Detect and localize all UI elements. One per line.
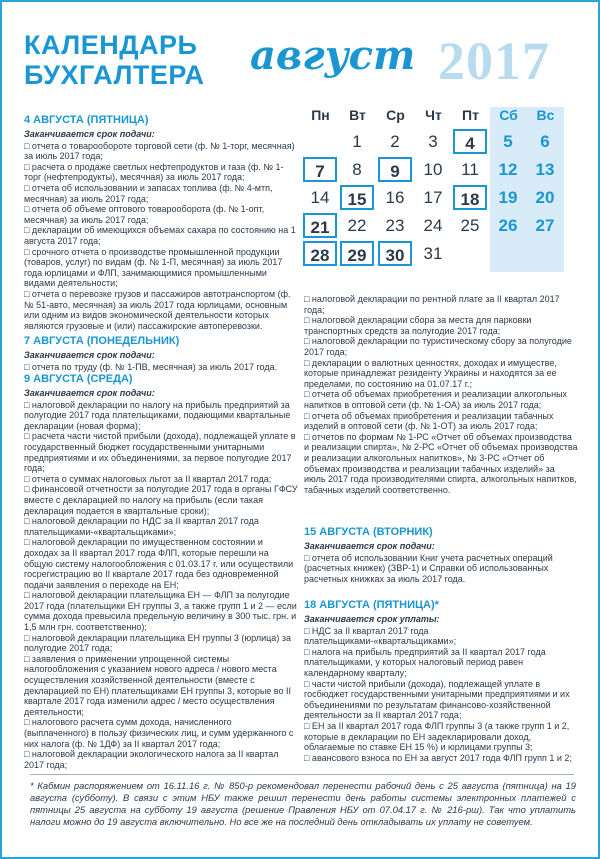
deadline-section xyxy=(304,599,578,763)
obligation-item: □ декларации о валютных ценностях, доходах и имуществе, которые принадлежат резиденту Украины и находятся за ее пределами, по состоянию на 01.07.17 г.; xyxy=(304,357,557,389)
deadline-day: 18 xyxy=(453,185,487,210)
deadline-day: 4 xyxy=(453,129,487,154)
calendar-day: 14 xyxy=(310,188,330,207)
weekday-2: Ср xyxy=(386,107,405,123)
obligation-item: □ налоговой декларации сбора за места для парковки транспортных средств за полугодие 2017 года; xyxy=(304,315,532,336)
title-line1: КАЛЕНДАРЬ xyxy=(24,30,198,60)
calendar-day: 16 xyxy=(385,188,405,207)
calendar-day: 19 xyxy=(498,188,518,207)
obligation-item: □ отчета об использовании Книг учета расчетных операций (расчетных книжек) (ЗВР-1) и Справки об использованных расчетных книжках за июль 2017 года. xyxy=(304,552,553,584)
weekday-4: Пт xyxy=(462,107,479,123)
calendar-day: 6 xyxy=(540,132,550,151)
obligation-item: □ отчета о товарообороте торговой сети (ф. № 1-торг, месячная) за июль 2017 года; xyxy=(24,140,295,162)
obligation-item: □ налога на прибыль предприятий за II квартал 2017 года плательщиками, у которых налоговый период равен календарному кварталу; xyxy=(304,646,546,678)
calendar-day: 20 xyxy=(535,188,555,207)
deadline-day: 29 xyxy=(340,241,374,266)
calendar-day: 24 xyxy=(423,216,443,235)
calendar-day: 13 xyxy=(535,160,555,179)
weekday-header xyxy=(302,107,564,125)
calendar-day: 2 xyxy=(390,132,400,151)
section-subheading: Заканчивается срок подачи: xyxy=(24,350,155,360)
calendar-day: 22 xyxy=(347,216,367,235)
obligation-item: □ части чистой прибыли (дохода), подлежащей уплате в госбюджет государственными унитарными предприятиями и их объединениями по результатам финансово-хозяйственной деятельности за II квартал 2017 года; xyxy=(304,678,570,721)
section-heading: 9 АВГУСТА (СРЕДА) xyxy=(24,373,133,385)
obligation-item: □ авансового взноса по ЕН за август 2017 года ФЛП групп 1 и 2; xyxy=(304,752,572,763)
obligation-item: □ налоговой декларации плательщика ЕН группы 3 (юрлица) за полугодие 2017 года; xyxy=(24,632,291,654)
section-heading: 4 АВГУСТА (ПЯТНИЦА) xyxy=(24,114,149,126)
calendar-day: 5 xyxy=(503,132,513,151)
obligation-item: □ налоговой декларации по налогу на прибыль предприятий за полугодие 2017 года плательщиками, подающими квартальные декларации (новая форма); xyxy=(24,399,291,431)
obligation-item: □ финансовой отчетности за полугодие 2017 года в органы ГФСУ вместе с декларацией по налогу на прибыль (если такая декларация подается в квартальные сроки); xyxy=(24,484,298,516)
obligation-item: □ налоговой декларации экологического налога за II квартал 2017 года; xyxy=(24,749,279,770)
deadline-day: 30 xyxy=(378,241,412,266)
deadline-day: 15 xyxy=(340,185,374,210)
footnote: * Кабмин распоряжением от 16.11.16 г. № 850-р рекомендовал перенести рабочий день с 25 августа (пятница) на 19 августа (субботу). В связи с этим НБУ также решил перенести день работы системы электронных платежей с пятницы 25 августа на субботу 19 августа (решение Правления НБУ от 07.04.17 г. № 216-рш). Так что уплатить налоги можно до 19 августа включительно. Но все же на последний день откладывать их уплату не советуем. xyxy=(30,780,576,827)
deadline-section xyxy=(24,373,298,770)
obligation-item: □ расчета о продаже светлых нефтепродуктов и газа (ф. № 1-торг (нефтепродукты), месячная) за июль 2017 года; xyxy=(24,161,284,183)
obligation-item: □ отчета о перевозке грузов и пассажиров автотранспортом (ф. № 51-авто, месячная) за июль 2017 года юрлицами, основным или одним из видов экономической деятельности которых являются грузовые и (или) пассажирские автоперевозки. xyxy=(24,288,291,331)
deadline-section xyxy=(304,294,578,495)
obligation-item: □ срочного отчета о производстве промышленной продукции (товаров, услуг) по видам (ф. № 1-П, месячная) за июль 2017 года юрлицами и ФЛП, занимающимися промышленными видами деятельности; xyxy=(24,246,283,289)
obligation-item: □ налоговой декларации по НДС за II квартал 2017 года плательщиками-«квартальщиками»; xyxy=(24,516,259,537)
title-line2: БУХГАЛТЕРА xyxy=(24,60,205,90)
obligation-item: □ отчета о суммах налоговых льгот за II квартал 2017 года; xyxy=(24,473,272,484)
calendar-day: 17 xyxy=(423,188,443,207)
calendar-day: 1 xyxy=(352,132,362,151)
calendar-day: 23 xyxy=(385,216,405,235)
obligation-item: □ налоговой декларации плательщика ЕН — ФЛП за полугодие 2017 года (плательщики ЕН группы 3, а также групп 1 и 2 — если сумма дохода превысила предельную величину в 300 тыс. грн. и 1,5 млн грн. соответственно); xyxy=(24,590,297,633)
calendar-day: 3 xyxy=(428,132,438,151)
obligation-item: □ налогового расчета сумм дохода, начисленного (выплаченного) в пользу физических лиц, и сумм удержанного с них налога (ф. № 1ДФ) за II квартал 2017 года; xyxy=(24,717,294,749)
obligation-item: □ отчета об объемах приобретения и реализации табачных изделий в оптовой сети (ф. № 1-ОТ) за июль 2017 года; xyxy=(304,410,554,432)
obligation-item: □ отчета об объеме оптового товарооборота (ф. № 1-опт, месячная) за июль 2017 года; xyxy=(24,204,265,225)
calendar-day: 12 xyxy=(498,160,518,179)
calendar-day: 10 xyxy=(423,160,443,179)
weekday-1: Вт xyxy=(349,107,366,123)
calendar-day: 27 xyxy=(535,216,555,235)
deadline-section xyxy=(24,114,298,331)
deadline-day: 9 xyxy=(378,157,412,182)
calendar-day: 26 xyxy=(498,216,518,235)
section-subheading: Заканчивается срок подачи: xyxy=(24,129,155,139)
month-calendar xyxy=(302,107,564,289)
section-subheading: Заканчивается срок подачи: xyxy=(304,541,435,551)
obligation-item: □ налоговой декларации по имущественном состоянии и доходах за II квартал 2017 года ФЛП, которые перешли на общую систему налогообложения с 01.03.17 г. или осуществили госрегистрацию во II квартале 2017 года без одновременной подачи заявления о переходе на ЕН; xyxy=(24,537,294,590)
section-heading: 15 АВГУСТА (ВТОРНИК) xyxy=(304,526,433,538)
month-title: август xyxy=(250,32,416,79)
obligation-item: □ ЕН за II квартал 2017 года ФЛП группы 3 (а также групп 1 и 2, которые в декларации по ЕН задекларировали доход, облагаемые по ставке ЕН 15 %) и юрлицами группы 3; xyxy=(304,720,570,753)
calendar-day: 25 xyxy=(460,216,480,235)
obligation-item: □ отчетов по формам № 1-РС «Отчет об объемах производства и реализации спирта», № 2-РС «Отчет об объемах производства и реализации алкогольных напитков», № 3-РС «Отчет об объемах производства и реализации табачных изделий» за июль 2017 года производителями спирта, алкогольных напитков, табачных изделий соответственно. xyxy=(304,431,578,495)
obligation-item: □ заявления о применении упрощенной системы налогообложения с указанием нового адреса / нового места осуществления хозяйственной деятельности (вместе с декларацией по ЕН) плательщиками ЕН группы 3, которые во II квартале 2017 года изменили адрес / место осуществления деятельности; xyxy=(24,653,291,717)
deadline-section xyxy=(24,335,298,372)
calendar-day: 8 xyxy=(352,160,362,179)
deadline-day: 7 xyxy=(303,157,337,182)
weekday-5: Сб xyxy=(499,107,518,123)
obligation-item: □ налоговой декларации по туристическому сбору за полугодие 2017 года; xyxy=(304,336,572,357)
weekday-3: Чт xyxy=(425,107,442,123)
year-title: 2017 xyxy=(438,31,550,91)
obligation-item: □ отчета об объемах приобретения и реализации алкогольных напитков в оптовой сети (ф. № 1-ОА) за июль 2017 года; xyxy=(304,389,568,410)
section-heading: 18 АВГУСТА (ПЯТНИЦА)* xyxy=(304,599,439,611)
section-subheading: Заканчивается срок уплаты: xyxy=(304,614,440,624)
obligation-item: □ расчета части чистой прибыли (дохода), подлежащей уплате в государственный бюджет государственными унитарными предприятиями и их объединениями, за первое полугодие 2017 года; xyxy=(24,431,296,474)
footnote-divider xyxy=(30,774,574,775)
obligation-item: □ НДС за II квартал 2017 года плательщиками-«квартальщиками»; xyxy=(304,625,457,647)
calendar-day: 11 xyxy=(461,160,479,179)
deadline-day: 21 xyxy=(303,213,337,238)
weekday-0: Пн xyxy=(311,107,330,123)
calendar-day: 31 xyxy=(423,244,443,263)
obligation-item: □ налоговой декларации по рентной плате за II квартал 2017 года; xyxy=(304,294,560,315)
section-heading: 7 АВГУСТА (ПОНЕДЕЛЬНИК) xyxy=(24,335,180,347)
deadline-day: 28 xyxy=(303,241,337,266)
obligation-item: □ отчета по труду (ф. № 1-ПВ, месячная) за июль 2017 года. xyxy=(24,361,278,372)
obligation-item: □ декларации об имеющихся объемах сахара по состоянию на 1 августа 2017 года; xyxy=(24,225,296,246)
obligation-item: □ отчета об использовании и запасах топлива (ф. № 4-мтп, месячная) за июль 2017 года; xyxy=(24,182,273,204)
deadline-section xyxy=(304,526,578,584)
section-subheading: Заканчивается срок подачи: xyxy=(24,388,155,398)
weekday-6: Вс xyxy=(536,107,555,123)
